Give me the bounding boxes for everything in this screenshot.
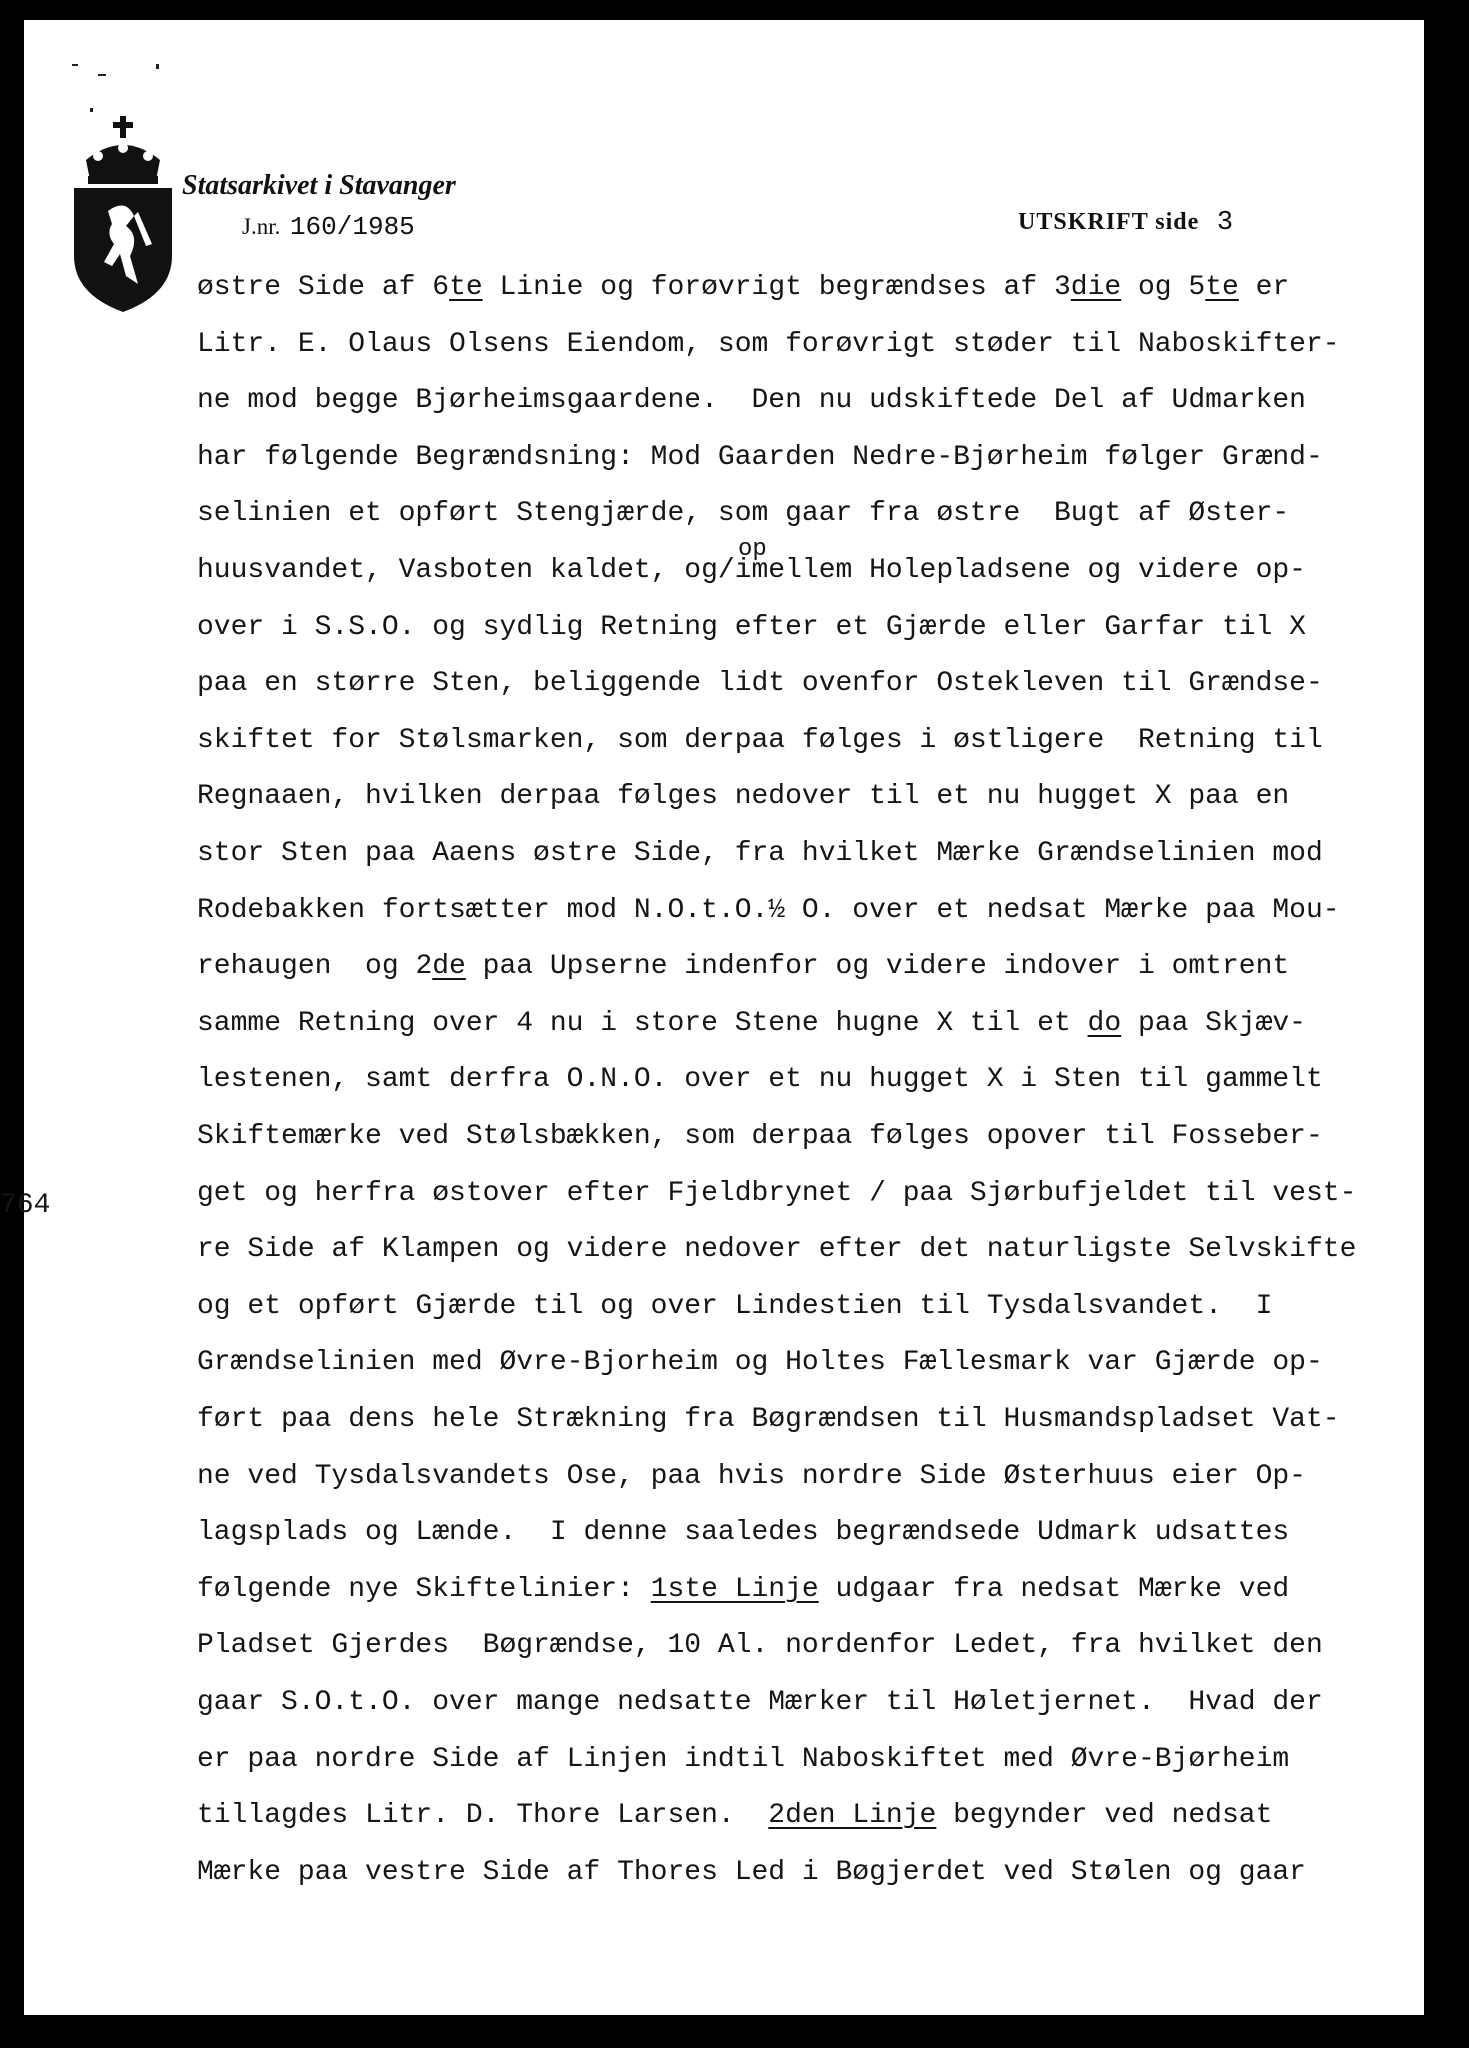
text-segment: paa en større Sten, beliggende lidt ovenfor Ostekleven til Grændse- bbox=[197, 668, 1323, 699]
underlined-text: do bbox=[1087, 1008, 1122, 1039]
text-segment: Regnaaen, hvilken derpaa følges nedover til et nu hugget X paa en bbox=[197, 781, 1290, 812]
text-segment: paa Upserne indenfor og videre indover i omtrent bbox=[465, 951, 1290, 982]
text-segment: 2 bbox=[415, 951, 433, 982]
text-segment: get og herfra østover efter Fjeldbrynet / paa Sjørbufjeldet til vest- bbox=[197, 1178, 1357, 1209]
norwegian-coat-of-arms-icon bbox=[68, 116, 178, 312]
text-line bbox=[197, 1347, 1323, 1378]
text-segment: Rodebakken fortsætter mod N.O.t.O.½ O. over et nedsat Mærke paa Mou- bbox=[197, 895, 1340, 926]
text-segment: lestenen, samt derfra O.N.O. over et nu hugget X i Sten til gammelt bbox=[197, 1064, 1323, 1095]
margin-note: 764 bbox=[0, 1190, 51, 1221]
text-segment: ne mod begge Bjørheimsgaardene. Den nu udskiftede Del af Udmarken bbox=[197, 385, 1306, 416]
text-line bbox=[197, 1687, 1323, 1718]
text-line bbox=[197, 385, 1306, 416]
text-segment: Mærke paa vestre Side af Thores Led i Bøgjerdet ved Stølen og gaar bbox=[197, 1857, 1306, 1888]
underlined-text: 2den Linje bbox=[768, 1800, 937, 1831]
text-segment: paa Skjæv- bbox=[1121, 1008, 1306, 1039]
text-segment: over i S.S.O. og sydlig Retning efter et Gjærde eller Garfar til X bbox=[197, 612, 1306, 643]
text-segment: Grændselinien med Øvre-Bjorheim og Holtes Fællesmark var Gjærde op- bbox=[197, 1347, 1323, 1378]
utskrift-label: UTSKRIFT side bbox=[1018, 209, 1200, 235]
text-segment: Pladset Gjerdes Bøgrændse, 10 Al. nordenfor Ledet, fra hvilket den bbox=[197, 1630, 1323, 1661]
page-header-right bbox=[1018, 208, 1233, 238]
text-segment: udgaar fra nedsat Mærke ved bbox=[818, 1574, 1290, 1605]
text-segment: og bbox=[1121, 272, 1189, 303]
text-line bbox=[197, 781, 1289, 812]
text-line bbox=[197, 1121, 1323, 1152]
text-line bbox=[197, 442, 1323, 473]
text-line bbox=[197, 1064, 1323, 1095]
text-segment: tillagdes Litr. D. Thore Larsen. bbox=[197, 1800, 769, 1831]
text-segment: har følgende Begrændsning: Mod Gaarden Nedre-Bjørheim følger Grænd- bbox=[197, 442, 1323, 473]
page-number: 3 bbox=[1216, 208, 1234, 238]
text-line bbox=[197, 838, 1323, 869]
text-segment: gaar S.O.t.O. over mange nedsatte Mærker til Høletjernet. Hvad der bbox=[197, 1687, 1323, 1718]
text-segment: er bbox=[1238, 272, 1290, 303]
text-line bbox=[197, 272, 1289, 303]
text-segment: er paa nordre Side af Linjen indtil Naboskiftet med Øvre-Bjørheim bbox=[197, 1744, 1290, 1775]
underlined-text: 1ste Linje bbox=[650, 1574, 819, 1605]
text-line bbox=[197, 951, 1289, 982]
scan-speck bbox=[98, 74, 106, 76]
text-line bbox=[197, 1461, 1306, 1492]
text-segment: begynder ved nedsat bbox=[936, 1800, 1273, 1831]
text-segment: selinien et opført Stengjærde, som gaar fra østre Bugt af Øster- bbox=[197, 498, 1290, 529]
text-segment: 6 bbox=[432, 272, 450, 303]
text-segment: 5 bbox=[1188, 272, 1206, 303]
text-line bbox=[197, 612, 1306, 643]
text-line bbox=[197, 668, 1323, 699]
scan-speck bbox=[156, 64, 159, 69]
text-segment: stor Sten paa Aaens østre Side, fra hvilket Mærke Grændselinien mod bbox=[197, 838, 1323, 869]
text-segment: østre Side af bbox=[197, 272, 433, 303]
text-segment: huusvandet, Vasboten kaldet, og/imellem Holepladsene og videre op- bbox=[197, 555, 1306, 586]
text-line bbox=[197, 555, 1306, 586]
text-line bbox=[197, 1800, 1272, 1831]
text-line bbox=[197, 1574, 1289, 1605]
underlined-text: te bbox=[1205, 272, 1239, 303]
text-segment: re Side af Klampen og videre nedover efter det naturligste Selvskifte bbox=[197, 1234, 1357, 1265]
text-segment: samme Retning over 4 nu i store Stene hugne X til et bbox=[197, 1008, 1088, 1039]
text-segment: Litr. E. Olaus Olsens Eiendom, som forøvrigt støder til Naboskifter- bbox=[197, 329, 1340, 360]
scan-speck bbox=[90, 108, 93, 112]
scan-speck bbox=[72, 64, 78, 66]
text-line bbox=[197, 1630, 1323, 1661]
text-line bbox=[197, 1008, 1306, 1039]
text-line bbox=[197, 725, 1323, 756]
text-line bbox=[197, 1404, 1340, 1435]
journal-number-label: J.nr. bbox=[242, 214, 281, 239]
text-line bbox=[197, 498, 1289, 529]
text-line bbox=[197, 895, 1340, 926]
text-segment: ne ved Tysdalsvandets Ose, paa hvis nordre Side Østerhuus eier Op- bbox=[197, 1461, 1306, 1492]
text-segment: og et opført Gjærde til og over Lindestien til Tysdalsvandet. I bbox=[197, 1291, 1273, 1322]
text-line bbox=[197, 1291, 1272, 1322]
text-segment: Linie og forøvrigt begrændses af bbox=[482, 272, 1054, 303]
underlined-text: die bbox=[1070, 272, 1122, 303]
text-line bbox=[197, 1744, 1289, 1775]
text-segment: Skiftemærke ved Stølsbækken, som derpaa følges opover til Fosseber- bbox=[197, 1121, 1323, 1152]
text-segment: skiftet for Stølsmarken, som derpaa følges i østligere Retning til bbox=[197, 725, 1323, 756]
text-segment: rehaugen og bbox=[197, 951, 416, 982]
underlined-text: te bbox=[449, 272, 483, 303]
text-line bbox=[197, 329, 1340, 360]
text-segment: følgende nye Skiftelinier: bbox=[197, 1574, 651, 1605]
archive-name: Statsarkivet i Stavanger bbox=[182, 170, 456, 201]
text-line bbox=[197, 1234, 1356, 1265]
text-segment: lagsplads og Lænde. I denne saaledes begrændsede Udmark udsattes bbox=[197, 1517, 1290, 1548]
underlined-text: de bbox=[432, 951, 466, 982]
text-line bbox=[197, 1517, 1289, 1548]
text-line bbox=[197, 1857, 1306, 1888]
text-line bbox=[197, 1178, 1356, 1209]
journal-number-value: 160/1985 bbox=[289, 212, 415, 242]
handwritten-insertion: op bbox=[738, 536, 767, 563]
journal-number bbox=[242, 212, 415, 242]
text-segment: 3 bbox=[1053, 272, 1071, 303]
text-segment: ført paa dens hele Strækning fra Bøgrændsen til Husmandspladset Vat- bbox=[197, 1404, 1340, 1435]
